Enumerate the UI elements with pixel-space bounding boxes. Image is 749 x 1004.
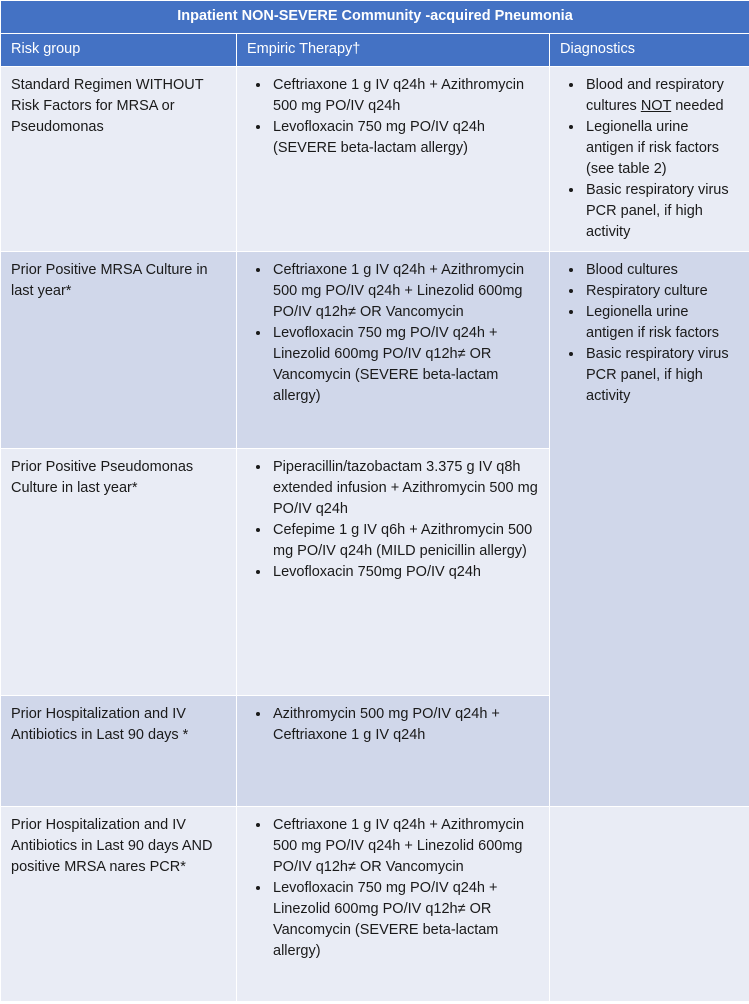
therapy-item: • Levofloxacin 750mg PO/IV q24h: [271, 562, 539, 583]
empty-diagnostics-cell: [550, 807, 749, 1002]
header-empiric-therapy: Empiric Therapy†: [237, 34, 550, 67]
therapy-item: • Cefepime 1 g IV q6h + Azithromycin 500 mg PO/IV q24h (MILD penicillin allergy): [271, 520, 539, 562]
header-diagnostics: Diagnostics: [550, 34, 749, 67]
diagnostic-item: • Basic respiratory virus PCR panel, if high activity: [584, 180, 739, 243]
therapy-item: • Ceftriaxone 1 g IV q24h + Azithromycin 500 mg PO/IV q24h: [271, 75, 539, 117]
therapy-item: • Levofloxacin 750 mg PO/IV q24h + Linezolid 600mg PO/IV q12h≠ OR Vancomycin (SEVERE beta-lactam allergy): [271, 878, 539, 962]
diagnostic-item: • Legionella urine antigen if risk factors (see table 2): [584, 117, 739, 180]
diagnostic-item: [584, 75, 739, 117]
therapy-cell: [237, 696, 550, 807]
diagnostic-item: • Blood cultures: [584, 260, 739, 281]
therapy-cell: [237, 807, 550, 1002]
risk-cell: Prior Hospitalization and IV Antibiotics in Last 90 days *: [1, 696, 237, 807]
header-risk-group: Risk group: [1, 34, 237, 67]
table-title: Inpatient NON-SEVERE Community -acquired Pneumonia: [1, 1, 749, 34]
therapy-cell: [237, 252, 550, 449]
therapy-item: • Azithromycin 500 mg PO/IV q24h + Ceftriaxone 1 g IV q24h: [271, 704, 539, 746]
diagnostic-item: • Legionella urine antigen if risk factors: [584, 302, 739, 344]
table-row: [1, 807, 749, 1002]
therapy-cell: [237, 67, 550, 252]
risk-cell: Prior Hospitalization and IV Antibiotics in Last 90 days AND positive MRSA nares PCR*: [1, 807, 237, 1002]
risk-cell: Prior Positive MRSA Culture in last year*: [1, 252, 237, 449]
header-row: [1, 34, 749, 67]
risk-cell: Standard Regimen WITHOUT Risk Factors for MRSA or Pseudomonas: [1, 67, 237, 252]
title-row: [1, 1, 749, 34]
diagnostic-text: needed: [675, 98, 724, 114]
therapy-item: • Levofloxacin 750 mg PO/IV q24h + Linezolid 600mg PO/IV q12h≠ OR Vancomycin (SEVERE beta-lactam allergy): [271, 323, 539, 407]
merged-diagnostics-cell: [550, 252, 749, 807]
therapy-item: • Ceftriaxone 1 g IV q24h + Azithromycin 500 mg PO/IV q24h + Linezolid 600mg PO/IV q12h≠ OR Vancomycin: [271, 260, 539, 323]
therapy-cell: [237, 449, 550, 696]
diagnostics-cell: [550, 67, 749, 252]
risk-cell: Prior Positive Pseudomonas Culture in last year*: [1, 449, 237, 696]
diagnostic-emphasis: NOT: [640, 98, 672, 114]
table-row: [1, 67, 749, 252]
therapy-item: • Ceftriaxone 1 g IV q24h + Azithromycin 500 mg PO/IV q24h + Linezolid 600mg PO/IV q12h≠ OR Vancomycin: [271, 815, 539, 878]
diagnostic-text: Blood and respiratory cultures: [586, 77, 724, 114]
therapy-item: • Levofloxacin 750 mg PO/IV q24h (SEVERE beta-lactam allergy): [271, 117, 539, 159]
table-row: [1, 252, 749, 449]
diagnostic-item: • Basic respiratory virus PCR panel, if high activity: [584, 344, 739, 407]
diagnostic-item: • Respiratory culture: [584, 281, 739, 302]
therapy-item: • Piperacillin/tazobactam 3.375 g IV q8h extended infusion + Azithromycin 500 mg PO/IV q24h: [271, 457, 539, 520]
